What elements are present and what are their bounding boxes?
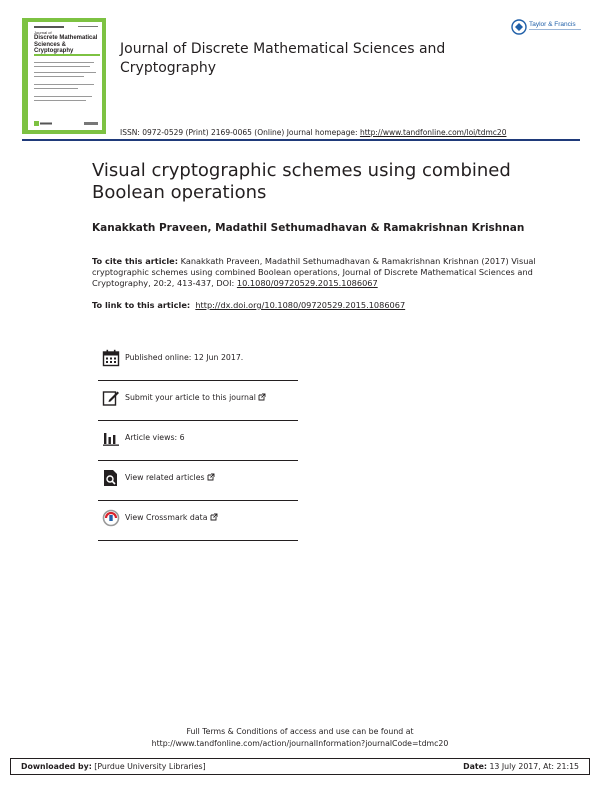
downloaded-by-label: Downloaded by: xyxy=(21,762,92,771)
submit-article-text[interactable]: Submit your article to this journal xyxy=(125,393,256,402)
cover-title-line-2: Sciences & Cryptography xyxy=(34,41,74,55)
cover-small-label: Journal of xyxy=(34,30,52,35)
issn-line xyxy=(120,128,506,137)
terms-note xyxy=(0,726,600,749)
article-link-line xyxy=(92,300,405,310)
crossmark-text[interactable]: View Crossmark data xyxy=(125,513,208,522)
article-doi-url[interactable]: http://dx.doi.org/10.1080/09720529.2015.1086067 xyxy=(195,300,406,310)
cover-title-line-1: Discrete Mathematical xyxy=(34,35,98,41)
terms-link[interactable]: http://www.tandfonline.com/action/journalInformation?journalCode=tdmc20 xyxy=(151,738,449,748)
search-document-icon xyxy=(102,469,120,487)
related-articles-text[interactable]: View related articles xyxy=(125,473,205,482)
publisher-logo xyxy=(510,16,588,38)
issn-text: ISSN: 0972-0529 (Print) 2169-0065 (Online) Journal homepage: xyxy=(120,128,360,137)
edit-icon xyxy=(102,389,120,407)
crossmark-icon xyxy=(102,509,120,527)
terms-line-1: Full Terms & Conditions of access and use can be found at xyxy=(186,727,414,736)
citation-doi-link[interactable]: 10.1080/09720529.2015.1086067 xyxy=(236,278,378,289)
cover-text-line xyxy=(34,100,86,101)
related-articles-row[interactable] xyxy=(98,461,298,501)
crossmark-row[interactable] xyxy=(98,501,298,541)
bar-chart-icon xyxy=(102,429,120,447)
article-views-label: Article views: 6 xyxy=(125,433,185,442)
published-online-row xyxy=(98,341,298,381)
download-info-box xyxy=(10,758,590,775)
submit-article-row[interactable] xyxy=(98,381,298,421)
download-date xyxy=(463,762,579,771)
downloaded-by-value: [Purdue University Libraries] xyxy=(91,762,206,771)
journal-title: Journal of Discrete Mathematical Sciences and Cryptography xyxy=(120,41,446,76)
cover-text-line xyxy=(34,66,90,67)
cover-text-line xyxy=(34,96,92,97)
citation-text: Kanakkath Praveen, Madathil Sethumadhavan & Ramakrishnan Krishnan (2017) Visual cryptographic schemes using combined Boolean operations, Journal of Discrete Mathematical Sciences and Cryptography, 20:2, 413-437, DOI: xyxy=(92,256,536,289)
download-date-label: Date: xyxy=(463,762,487,771)
article-title: Visual cryptographic schemes using combined Boolean operations xyxy=(92,160,511,203)
cover-text-line xyxy=(34,88,78,89)
calendar-icon xyxy=(102,349,120,367)
related-articles-label[interactable] xyxy=(125,473,215,482)
cover-secondary-logo xyxy=(84,121,98,126)
cover-top-line xyxy=(34,26,64,28)
cover-publisher-logo xyxy=(34,121,52,126)
header-divider xyxy=(22,139,580,141)
external-link-icon xyxy=(258,393,266,401)
cover-title xyxy=(34,30,102,55)
article-views-row xyxy=(98,421,298,461)
citation-label: To cite this article: xyxy=(92,256,178,266)
external-link-icon xyxy=(210,513,218,521)
crossmark-label[interactable] xyxy=(125,513,218,522)
download-date-value: 13 July 2017, At: 21:15 xyxy=(486,762,579,771)
link-label: To link to this article: xyxy=(92,300,191,310)
publisher-logo-text: Taylor & Francis xyxy=(529,21,576,28)
external-link-icon xyxy=(207,473,215,481)
citation-block xyxy=(92,256,562,290)
article-authors: Kanakkath Praveen, Madathil Sethumadhavan & Ramakrishnan Krishnan xyxy=(92,222,525,234)
cover-text-line xyxy=(34,62,94,63)
journal-cover-thumbnail xyxy=(22,18,106,134)
submit-article-label[interactable] xyxy=(125,393,266,402)
cover-text-line xyxy=(34,72,96,73)
cover-text-line xyxy=(34,84,94,85)
cover-divider xyxy=(34,54,100,56)
downloaded-by xyxy=(21,762,206,771)
journal-homepage-link[interactable]: http://www.tandfonline.com/loi/tdmc20 xyxy=(359,128,507,137)
cover-text-line xyxy=(34,76,84,77)
cover-top-rule xyxy=(78,26,98,27)
published-online-label: Published online: 12 Jun 2017. xyxy=(125,353,244,362)
